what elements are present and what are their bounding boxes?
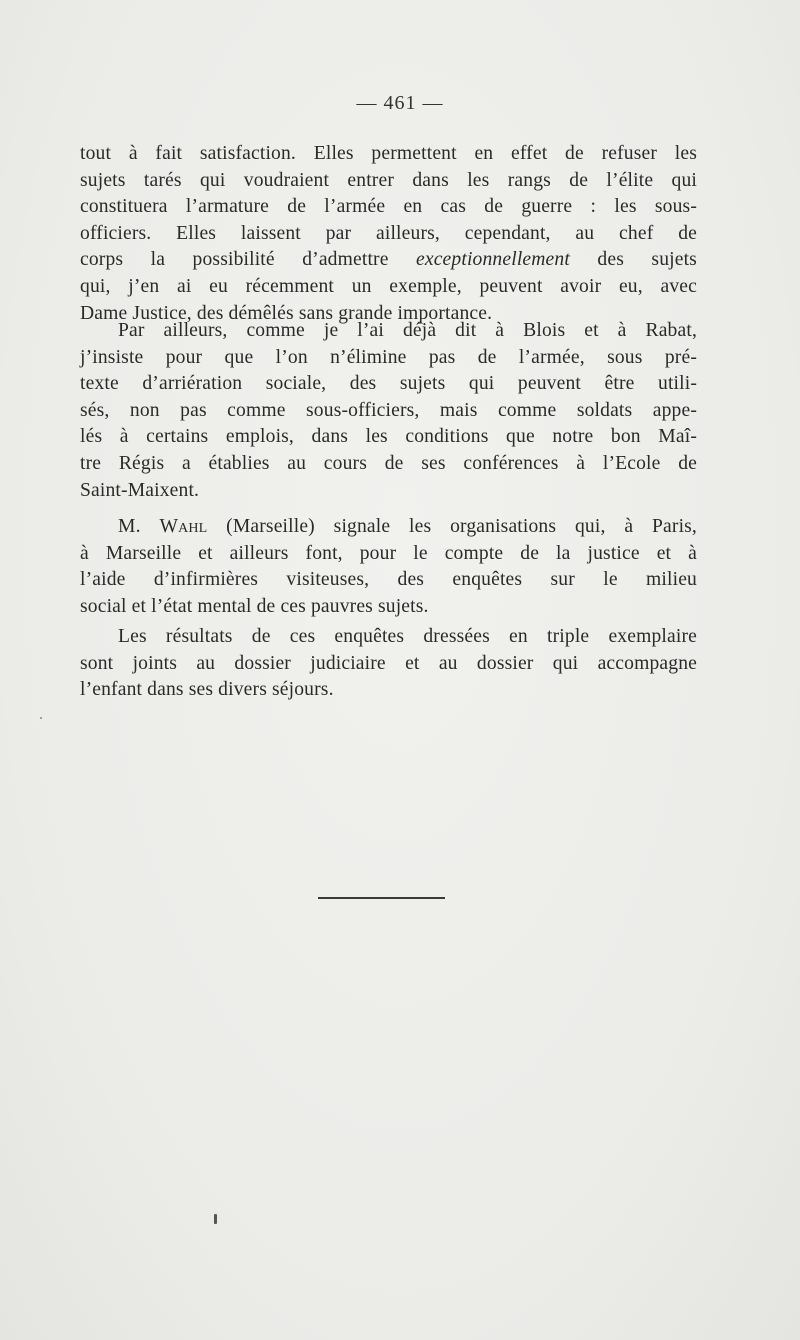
text-segment: des sujets: [597, 249, 697, 271]
text-line: lés à certains emplois, dans les conditions que notre bon Maî-: [80, 426, 697, 448]
paragraph-1: [80, 141, 697, 327]
text-line: qui, j’en ai eu récemment un exemple, peuvent avoir eu, avec: [80, 275, 697, 297]
paragraph-2: [80, 318, 697, 504]
ink-speck: [40, 717, 42, 719]
text-line: [80, 514, 697, 541]
text-line: Les résultats de ces enquêtes dressées en triple exemplaire: [118, 626, 697, 647]
text-line: sont joints au dossier judiciaire et au dossier qui accompagne: [80, 652, 697, 674]
text-line: sés, non pas comme sous-officiers, mais comme soldats appe-: [80, 399, 697, 421]
text-line: constituera l’armature de l’armée en cas de guerre : les sous-: [80, 196, 697, 218]
paragraph-3: [80, 514, 697, 620]
text-segment: corps la possibilité d’admettre: [80, 249, 389, 271]
text-line: Par ailleurs, comme je l’ai déjà dit à Blois et à Rabat,: [118, 320, 697, 341]
text-line: l’enfant dans ses divers séjours.: [80, 679, 334, 701]
text-line: officiers. Elles laissent par ailleurs, cependant, au chef de: [80, 222, 697, 244]
text-line: [80, 247, 697, 274]
text-line: Saint-Maixent.: [80, 479, 200, 501]
text-line: j’insiste pour que l’on n’élimine pas de l’armée, sous pré-: [80, 346, 697, 368]
section-divider: [318, 897, 445, 899]
text-line: Dame Justice, des démêlés sans grande importance.: [80, 302, 493, 324]
ink-speck: [214, 1214, 217, 1224]
text-line: à Marseille et ailleurs font, pour le compte de la justice et à: [80, 542, 697, 564]
text-segment: M.: [118, 516, 141, 537]
speaker-name: Wahl: [159, 516, 208, 537]
text-line: sujets tarés qui voudraient entrer dans les rangs de l’élite qui: [80, 169, 697, 191]
paragraph-4: [80, 624, 697, 704]
text-line: tre Régis a établies au cours de ses conférences à l’Ecole de: [80, 452, 697, 474]
text-line: l’aide d’infirmières visiteuses, des enquêtes sur le milieu: [80, 569, 697, 591]
emphasized-word: exceptionnellement: [416, 249, 570, 271]
text-line: texte d’arriération sociale, des sujets qui peuvent être utili-: [80, 373, 697, 395]
page-number: — 461 —: [356, 92, 444, 114]
text-line: tout à fait satisfaction. Elles permettent en effet de refuser les: [80, 143, 697, 164]
text-line: social et l’état mental de ces pauvres sujets.: [80, 595, 429, 617]
text-segment: (Marseille) signale les organisations qui, à Paris,: [226, 516, 697, 537]
